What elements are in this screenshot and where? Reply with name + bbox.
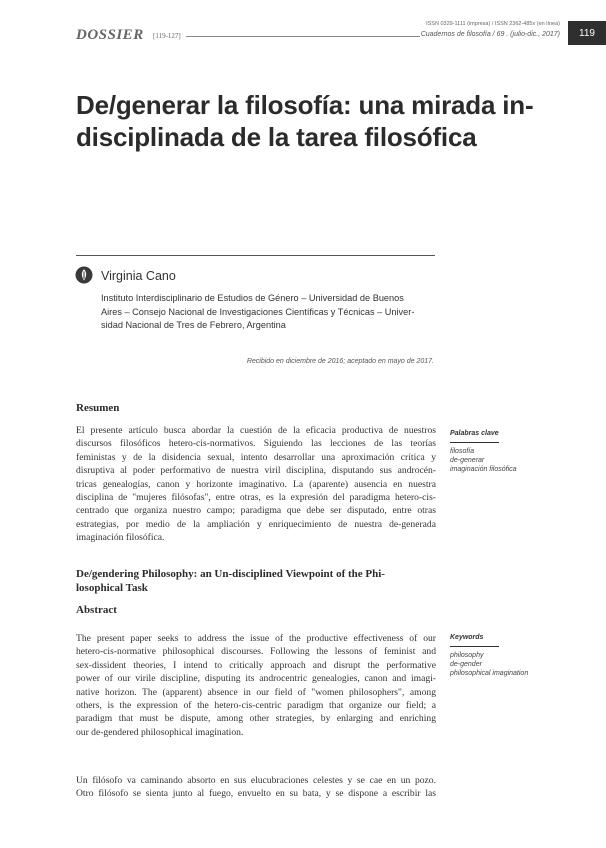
author-rule [76,255,435,256]
text-line: estrategias, por medio de la ampliación y enriquecimiento de nuestra de-generada [76,518,436,530]
title-line: De/generar la filosofía: una mirada in- [76,90,534,120]
body-text [76,774,436,801]
text-line: Un filósofo va caminando absorto en sus elucubraciones celestes y se cae en un pozo. [76,775,436,786]
header-rule [186,36,420,37]
text-line: imaginación filosófica. [76,532,165,544]
affiliation [101,292,439,333]
resumen-text [76,424,436,545]
affiliation-line: Instituto Interdisciplinario de Estudios de Género – Universidad de Buenos [101,293,404,303]
received-date: Recibido en diciembre de 2016; aceptado en mayo de 2017. [246,358,434,365]
text-line: hetero-cis-normative philosophical discourses. Following the lessons of feminist and [76,646,436,658]
keywords-label-en: Keywords [450,634,484,641]
english-title [76,567,436,595]
resumen-heading: Resumen [76,402,120,414]
keywords-rule-en [450,646,499,647]
text-line: native horizon. The (apparent) absence in our field of "women philosophers", among [76,686,436,698]
english-title-line: losophical Task [76,582,148,594]
page-number-badge [568,21,606,45]
affiliation-line: sidad Nacional de Tres de Febrero, Argentina [101,320,286,330]
text-line: tricas genealogías, canon y horizonte imaginativo. La (aparente) ausencia en nuestra [76,478,436,490]
text-line: sex-dissident theories, I intend to critically approach and disrupt the performative [76,659,436,671]
keyword: filosofía [450,448,475,455]
keyword: imaginación filosófica [450,466,517,473]
abstract-heading: Abstract [76,604,117,616]
keyword: philosophical imagination [450,670,529,677]
author-name: Virginia Cano [101,269,176,283]
text-line: El presente artículo busca abordar la cuestión de la eficacia productiva de nuestros [76,425,436,436]
keywords-en [450,651,528,678]
keywords-label-es: Palabras clave [450,430,499,437]
keywords-rule-es [450,442,499,443]
text-line: others, is the expression of the hetero-cis-centric paradigm that organize our field; a [76,699,436,711]
issn: ISSN 0329-1111 (impresa) / ISSN 2362-485x (en línea) [426,21,560,27]
text-line: disciplina de "mujeres filósofas", entre otras, es la expresión del paradigma hetero-cis- [76,491,436,503]
keyword: philosophy [450,652,484,659]
text-line: disruptiva al poder performativo de nuestra viril disciplina, disputando sus androcén- [76,465,436,477]
text-line: feministas y de la disidencia sexual, intento desarrollar una aproximación crítica y [76,451,436,463]
affiliation-line: Aires – Consejo Nacional de Investigaciones Científicas y Técnicas – Univer- [101,306,415,317]
article-title [76,89,561,153]
english-title-line: De/gendering Philosophy: an Un-disciplined Viewpoint of the Phi- [76,568,385,580]
keyword: de-generar [450,457,485,464]
title-line: disciplinada de la tarea filosófica [76,122,477,152]
keyword: de-gender [450,661,482,668]
page-range: [119-127] [153,32,181,40]
text-line: paradigm that must be dispute, among other strategies, by enlarging and enriching [76,713,436,725]
abstract-text [76,632,436,739]
text-line: The present paper seeks to address the issue of the productive effectiveness of our [76,633,436,644]
keywords-es [450,447,517,474]
text-line: our de-gendered philosophical imagination. [76,726,244,738]
journal-citation: Cuadernos de filosofía / 69 . (julio-dic., 2017) [420,31,560,38]
text-line: power of our virile discipline, disputing its androcentric genealogies, canon and imagi- [76,673,436,685]
text-line: Otro filósofo se sienta junto al fuego, envuelto en su bata, y se dispone a escribir las [76,788,436,800]
text-line: centrado que organiza nuestro campo; paradigma que debe ser disputado, entre otras [76,505,436,517]
text-line: discursos filosóficos hetero-cis-normativos. Siguiendo las lecciones de las teorías [76,438,436,450]
page-number: 119 [579,27,595,39]
section-label: DOSSIER [76,27,144,43]
author-mark-icon [75,266,93,284]
